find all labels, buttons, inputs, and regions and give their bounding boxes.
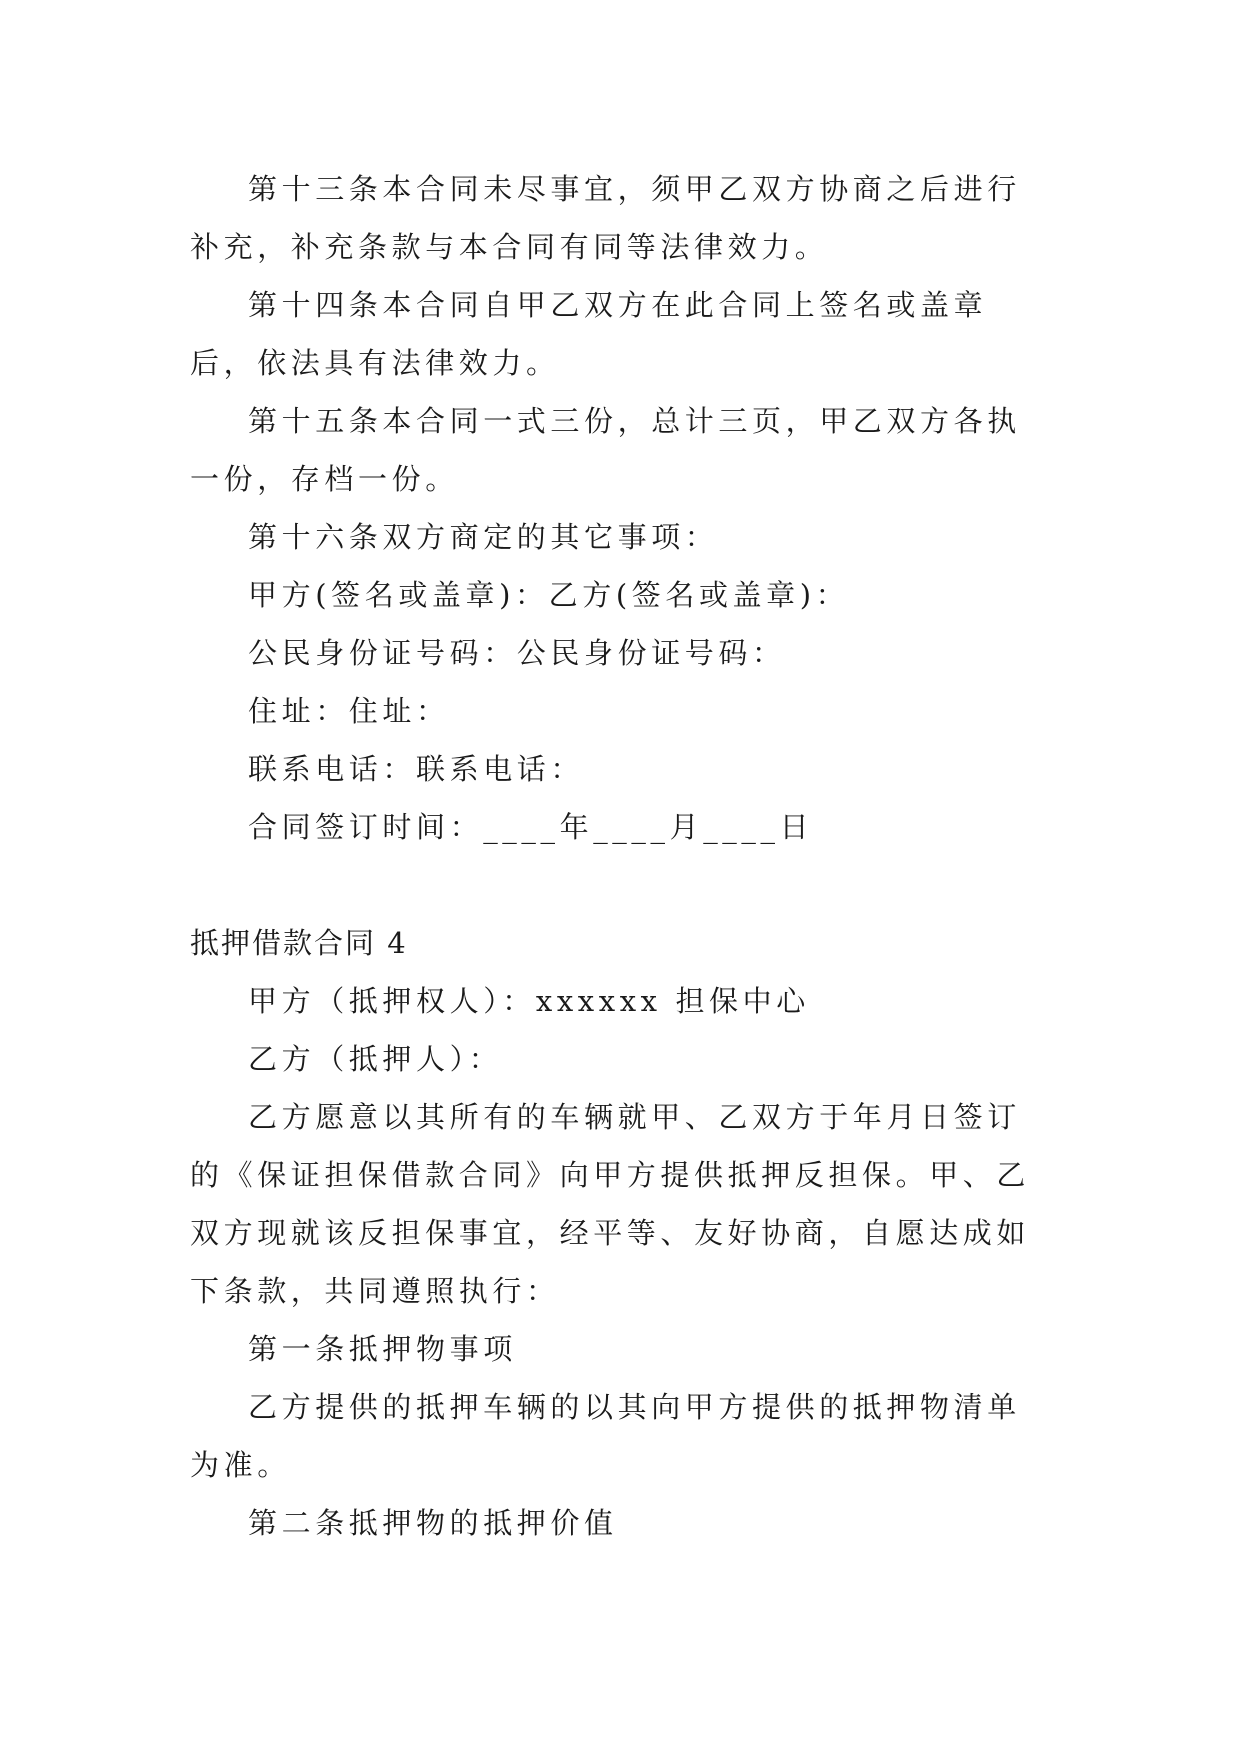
party-a-line: 甲方（抵押权人）：xxxxxx 担保中心: [248, 984, 810, 1018]
party-b-line: 乙方（抵押人）：: [248, 1042, 503, 1076]
preamble-paragraph: 乙方愿意以其所有的车辆就甲、乙双方于年月日签订的《保证担保借款合同》向甲方提供抵押反担保。甲、乙双方现就该反担保事宜，经平等、友好协商，自愿达成如下条款，共同遵照执行：: [190, 1100, 1031, 1308]
clause-13: 第十三条本合同未尽事宜，须甲乙双方协商之后进行补充，补充条款与本合同有同等法律效力。: [190, 172, 1021, 264]
clause-14: 第十四条本合同自甲乙双方在此合同上签名或盖章后，依法具有法律效力。: [190, 288, 988, 380]
id-number-line: 公民身份证号码：公民身份证号码：: [248, 636, 786, 670]
signing-date-line: 合同签订时间：____年____月____日: [248, 810, 814, 844]
document-body: [190, 160, 1052, 1552]
article-1-heading: 第一条抵押物事项: [248, 1332, 517, 1366]
phone-line: 联系电话：联系电话：: [248, 752, 585, 786]
address-line: 住址：住址：: [248, 694, 450, 728]
article-1-body: 乙方提供的抵押车辆的以其向甲方提供的抵押物清单为准。: [190, 1390, 1021, 1482]
article-2-heading: 第二条抵押物的抵押价值: [248, 1506, 618, 1540]
signature-line: 甲方(签名或盖章)：乙方(签名或盖章)：: [248, 578, 850, 612]
clause-15: 第十五条本合同一式三份，总计三页，甲乙双方各执一份，存档一份。: [190, 404, 1021, 496]
clause-16: 第十六条双方商定的其它事项：: [248, 520, 719, 554]
section-title: 抵押借款合同 4: [190, 926, 408, 960]
